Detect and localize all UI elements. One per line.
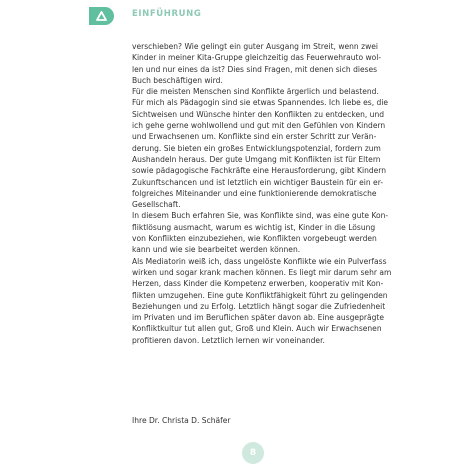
text-line: kann und wie sie bearbeitet werden können. bbox=[132, 245, 301, 255]
text-line: Konfliktkultur tut allen gut, Groß und Klein. Auch wir Erwachsenen bbox=[132, 324, 382, 334]
text-line: verschieben? Wie gelingt ein guter Ausgang im Streit, wenn zwei bbox=[132, 42, 378, 51]
text-line: Kinder in meiner Kita-Gruppe gleichzeitig das Feuerwehrauto wol- bbox=[132, 53, 382, 63]
text-line: Für die meisten Menschen sind Konflikte ärgerlich und belastend. bbox=[132, 87, 379, 97]
paragraph bbox=[132, 41, 382, 86]
text-line: folgreiches Miteinander und eine funktionierende demokratische bbox=[132, 188, 377, 198]
text-line: Herzen, dass Kinder die Kompetenz erwerben, kooperativ mit Kon- bbox=[132, 279, 384, 289]
text-line: derung. Sie bieten ein großes Entwicklungspotenzial, fordern zum bbox=[132, 143, 381, 153]
text-line: Buch beschäftigen wird. bbox=[132, 75, 223, 85]
text-line: Zukunftschancen und ist letztlich ein wichtiger Baustein für ein er- bbox=[132, 177, 384, 187]
text-line: Sichtweisen und Wünsche hinter den Konflikten zu entdecken, und bbox=[132, 109, 385, 119]
text-line: Beziehungen und zu Erfolg. Letztlich hängt sogar die Zufriedenheit bbox=[132, 301, 386, 311]
chapter-tab bbox=[89, 7, 114, 25]
text-line: In diesem Buch erfahren Sie, was Konflikte sind, was eine gute Kon- bbox=[132, 211, 389, 221]
paragraph bbox=[132, 256, 392, 346]
text-line: len und nur eines da ist? Dies sind Fragen, mit denen sich dieses bbox=[132, 64, 378, 74]
text-line: im Privaten und im Beruflichen später davon ab. Eine ausgeprägte bbox=[132, 313, 384, 323]
text-line: Aushandeln heraus. Der gute Umgang mit Konflikten ist für Eltern bbox=[132, 154, 381, 164]
text-line: profitieren davon. Letztlich lernen wir voneinander. bbox=[132, 335, 325, 345]
text-line: und Erwachsenen um. Konflikte sind ein erster Schritt zur Verän- bbox=[132, 132, 377, 142]
text-line: fliktlösung ausmacht, warum es wichtig ist, Kinder in die Lösung bbox=[132, 222, 376, 232]
signature: Ihre Dr. Christa D. Schäfer bbox=[132, 416, 231, 425]
page-number: 8 bbox=[242, 442, 264, 464]
text-line: Für mich als Pädagogin sind sie etwas Spannendes. Ich liebe es, die bbox=[132, 98, 389, 108]
text-line: Gesellschaft. bbox=[132, 200, 181, 210]
text-line: von Konflikten einzubeziehen, wie Konflikten vorgebeugt werden bbox=[132, 234, 377, 244]
text-line: flikten umzugehen. Eine gute Konfliktfähigkeit führt zu gelingenden bbox=[132, 290, 388, 300]
paragraph bbox=[132, 86, 389, 210]
text-line: Als Mediatorin weiß ich, dass ungelöste Konflikte wie ein Pulverfass bbox=[132, 256, 387, 266]
paragraph bbox=[132, 210, 389, 255]
text-line: sowie pädagogische Fachkräfte eine Herausforderung, gibt Kindern bbox=[132, 166, 387, 176]
chapter-title: EINFÜHRUNG bbox=[132, 9, 202, 19]
body-text bbox=[132, 41, 392, 346]
text-line: wirken und sogar krank machen können. Es liegt mir darum sehr am bbox=[132, 267, 392, 277]
text-line: ich gehe gerne wohlwollend und gut mit den Gefühlen von Kindern bbox=[132, 121, 386, 131]
triangle-icon bbox=[96, 11, 107, 21]
